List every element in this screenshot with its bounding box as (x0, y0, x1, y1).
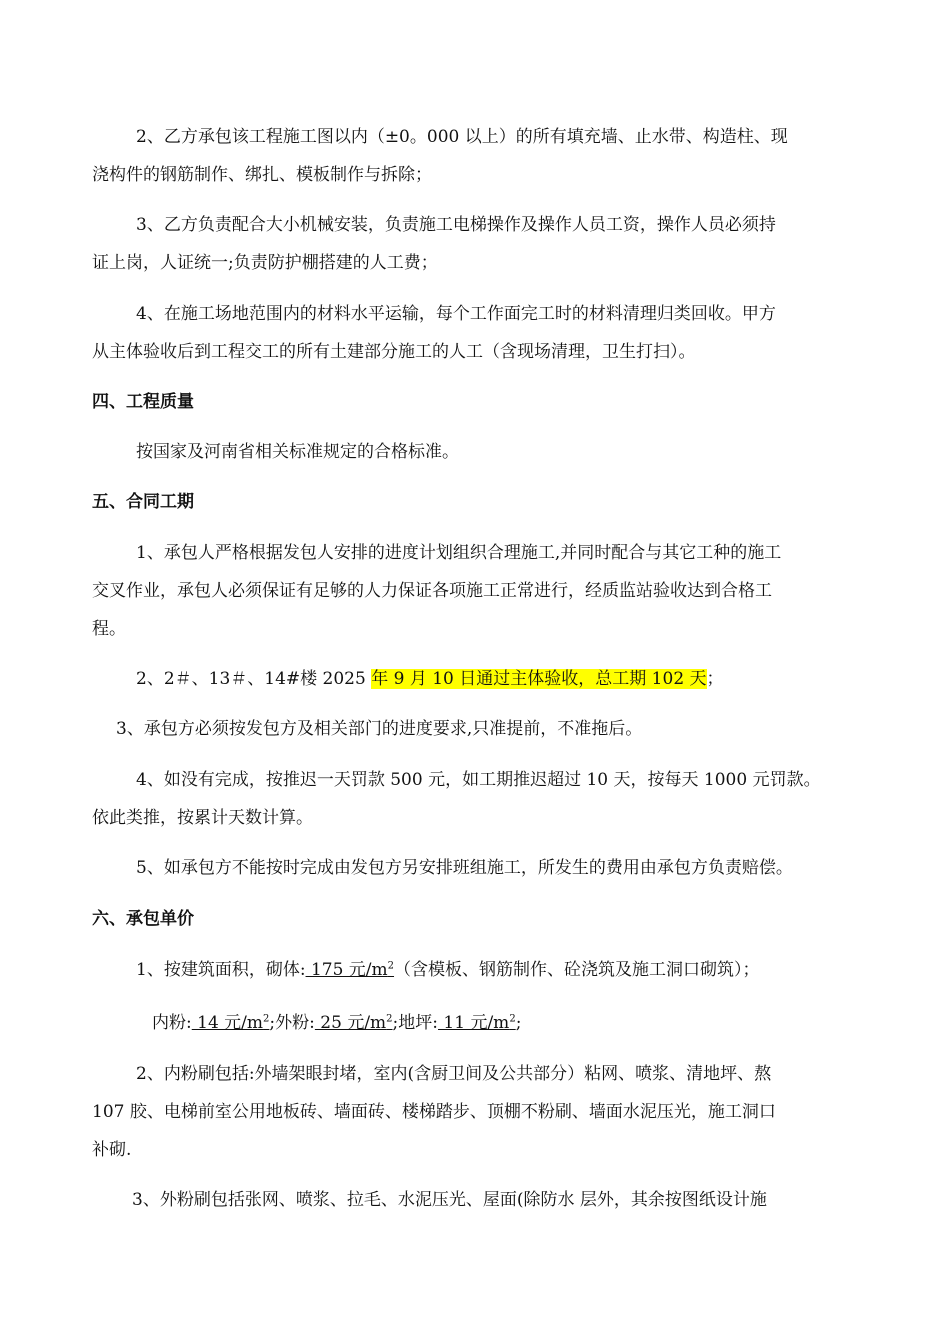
superscript-2: 2 (263, 1013, 270, 1025)
clause-6-2-line-2: 107 胶、电梯前室公用地板砖、墙面砖、楼梯踏步、顶棚不粉刷、墙面水泥压光，施工洞口 (92, 1102, 776, 1122)
section-heading-unit-price: 六、承包单价 (92, 909, 194, 929)
clause-5-2-suffix: ； (706, 669, 724, 689)
masonry-price-value: 175 元/m (305, 960, 388, 980)
superscript-2: 2 (509, 1013, 516, 1025)
clause-5-4-line-1: 4、如没有完成，按推迟一天罚款 500 元，如工期推迟超过 10 天，按每天 1000 元罚款。 (136, 770, 821, 790)
section-heading-schedule: 五、合同工期 (92, 492, 194, 512)
quality-text: 按国家及河南省相关标准规定的合格标准。 (136, 442, 459, 462)
interior-plaster-label: 内粉: (152, 1013, 192, 1033)
exterior-plaster-label: ;外粉: (269, 1013, 315, 1033)
clause-6-3-line-1: 3、外粉刷包括张网、喷浆、拉毛、水泥压光、屋面(除防水 层外，其余按图纸设计施 (132, 1190, 767, 1210)
clause-5-4-line-2: 依此类推，按累计天数计算。 (92, 808, 313, 828)
exterior-plaster-price (315, 1013, 393, 1033)
highlighted-deadline: 年 9 月 10 日通过主体验收，总工期 102 天 (371, 669, 707, 689)
floor-value: 11 元/m (438, 1013, 510, 1033)
clause-5-2-prefix: 2、2＃、13＃、14#楼 2025 (136, 669, 372, 689)
superscript-2: 2 (386, 1013, 393, 1025)
clause-3-3-line-1: 3、乙方负责配合大小机械安装，负责施工电梯操作及操作人员工资，操作人员必须持 (136, 215, 776, 235)
clause-6-1-prefix: 1、按建筑面积，砌体: (136, 960, 306, 980)
clause-6-1-suffix: （含模板、钢筋制作、砼浇筑及施工洞口砌筑）； (394, 960, 760, 980)
interior-plaster-price (192, 1013, 270, 1033)
clause-5-1-line-3: 程。 (92, 619, 126, 639)
section-heading-quality: 四、工程质量 (92, 392, 194, 412)
clause-3-2-line-1: 2、乙方承包该工程施工图以内（±0。000 以上）的所有填充墙、止水带、构造柱、现 (136, 127, 788, 147)
floor-label: ;地坪: (392, 1013, 439, 1033)
clause-3-3-line-2: 证上岗，人证统一;负责防护棚搭建的人工费； (92, 253, 438, 273)
clause-3-4-line-1: 4、在施工场地范围内的材料水平运输，每个工作面完工时的材料清理归类回收。甲方 (136, 304, 776, 324)
clause-6-2-line-1: 2、内粉刷包括:外墙架眼封堵，室内(含厨卫间及公共部分）粘网、喷浆、清地坪、熬 (136, 1064, 772, 1084)
interior-plaster-value: 14 元/m (191, 1013, 264, 1033)
clause-5-1-line-2: 交叉作业，承包人必须保证有足够的人力保证各项施工正常进行，经质监站验收达到合格工 (92, 581, 772, 601)
clause-6-1 (136, 958, 760, 982)
exterior-plaster-value: 25 元/m (314, 1013, 387, 1033)
clause-5-5: 5、如承包方不能按时完成由发包方另安排班组施工，所发生的费用由承包方负责赔偿。 (136, 858, 793, 878)
clause-3-4-line-2: 从主体验收后到工程交工的所有土建部分施工的人工（含现场清理，卫生打扫）。 (92, 342, 696, 362)
masonry-price (306, 960, 394, 980)
clause-5-1-line-1: 1、承包人严格根据发包人安排的进度计划组织合理施工,并同时配合与其它工种的施工 (136, 543, 782, 563)
clause-5-2 (136, 667, 724, 691)
superscript-2: 2 (387, 960, 395, 972)
line-end: ; (515, 1013, 522, 1033)
clause-5-3: 3、承包方必须按发包方及相关部门的进度要求,只准提前，不准拖后。 (116, 719, 643, 739)
plaster-prices (152, 1011, 521, 1035)
clause-3-2-line-2: 浇构件的钢筋制作、绑扎、模板制作与拆除； (92, 165, 432, 185)
floor-price (438, 1013, 516, 1033)
clause-6-2-line-3: 补砌. (92, 1140, 132, 1160)
